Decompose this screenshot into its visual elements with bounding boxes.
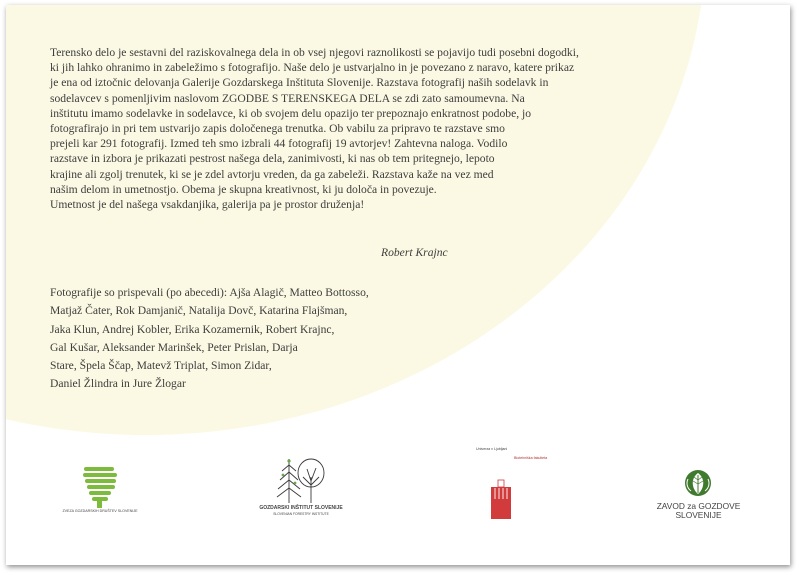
zgs-caption <box>646 502 751 520</box>
leaf-emblem-icon <box>646 469 751 501</box>
intro-line: razstave in izbora je prikazati pestrost našega dela, zanimivosti, ki nas ob tem pritegnejo, lepoto <box>50 152 495 166</box>
zdv-logo <box>50 465 150 525</box>
contributors-list <box>50 284 470 394</box>
contributors-line: Fotografije so prispevali (po abecedi): Ajša Alagič, Matteo Bottosso, <box>50 286 369 299</box>
zgs-logo <box>646 469 751 525</box>
invitation-page <box>6 5 790 565</box>
intro-line: prejeli kar 291 fotografij. Izmed teh smo izbrali 44 fotografij 19 avtorjev! Zahtevna naloga. Vodilo <box>50 137 508 151</box>
ul-caption: Univerza v Ljubljani <box>476 447 508 451</box>
intro-text <box>50 45 690 212</box>
intro-line: ki jih lahko ohranimo in zabeležimo s fotografijo. Naše delo je ustvarjalno in je povezano z naravo, katere prikaz <box>50 61 575 75</box>
green-tree-icon <box>50 465 150 509</box>
gis-subcaption: SLOVENIAN FORESTRY INSTITUTE <box>273 512 329 516</box>
signature: Robert Krajnc <box>381 246 448 259</box>
intro-line: Umetnost je del našega vsakdanjika, galerija pa je prostor druženja! <box>50 198 365 212</box>
bf-caption: Biotehniška fakulteta <box>514 456 548 460</box>
contributors-line: Stare, Špela Ščap, Matevž Triplat, Simon Zidar, <box>50 359 272 373</box>
intro-line: Terensko delo je sestavni del raziskovalnega dela in ob vsej njegovi raznolikosti se pojavijo tudi posebni dogodki, <box>50 46 579 59</box>
intro-line: sodelavcev s pomenljivim naslovom ZGODBE S TERENSKEGA DELA se zdi zato samoumevna. Na <box>50 91 525 105</box>
contributors-line: Jaka Klun, Andrej Kobler, Erika Kozamernik, Robert Krajnc, <box>50 322 335 336</box>
zgs-caption-line2: SLOVENIJE <box>675 510 722 520</box>
intro-line: inštitutu imamo sodelavke in sodelavce, ki ob svojem delu opazijo ter prepoznajo enkratnost podobe, jo <box>50 106 532 120</box>
intro-line: je ena od iztočnic delovanja Galerije Gozdarskega Inštituta Slovenije. Razstava fotografij naših sodelavk in <box>50 76 549 90</box>
zgs-caption-line1: ZAVOD za GOZDOVE <box>656 501 741 511</box>
contributors-line: Matjaž Čater, Rok Damjanič, Natalija Dovč, Katarina Flajšman, <box>50 304 348 318</box>
intro-line: našim delom in umetnostjo. Obema je skupna kreativnost, ki ju določa in povezuje. <box>50 182 437 196</box>
gis-caption: GOZDARSKI INŠTITUT SLOVENIJE <box>259 505 343 511</box>
intro-line: fotografirajo in pri tem ustvarijo zapis določenega trenutka. Ob vabilu za pripravo te razstave smo <box>50 122 505 136</box>
contributors-line: Gal Kušar, Aleksander Marinšek, Peter Prislan, Darja <box>50 340 298 354</box>
ul-bf-logo <box>464 447 554 523</box>
gis-logo <box>251 455 351 521</box>
contributors-line: Daniel Žlindra in Jure Žlogar <box>50 377 186 391</box>
zdv-caption: ZVEZA GOZDARSKIH DRUŠTEV SLOVENIJE <box>62 509 138 513</box>
two-trees-icon <box>251 455 351 505</box>
university-seal-icon <box>464 447 554 523</box>
intro-line: krajine ali zgolj trenutek, ki se je zdel avtorju vreden, da ga zabeleži. Razstava kaže na vez med <box>50 167 494 181</box>
